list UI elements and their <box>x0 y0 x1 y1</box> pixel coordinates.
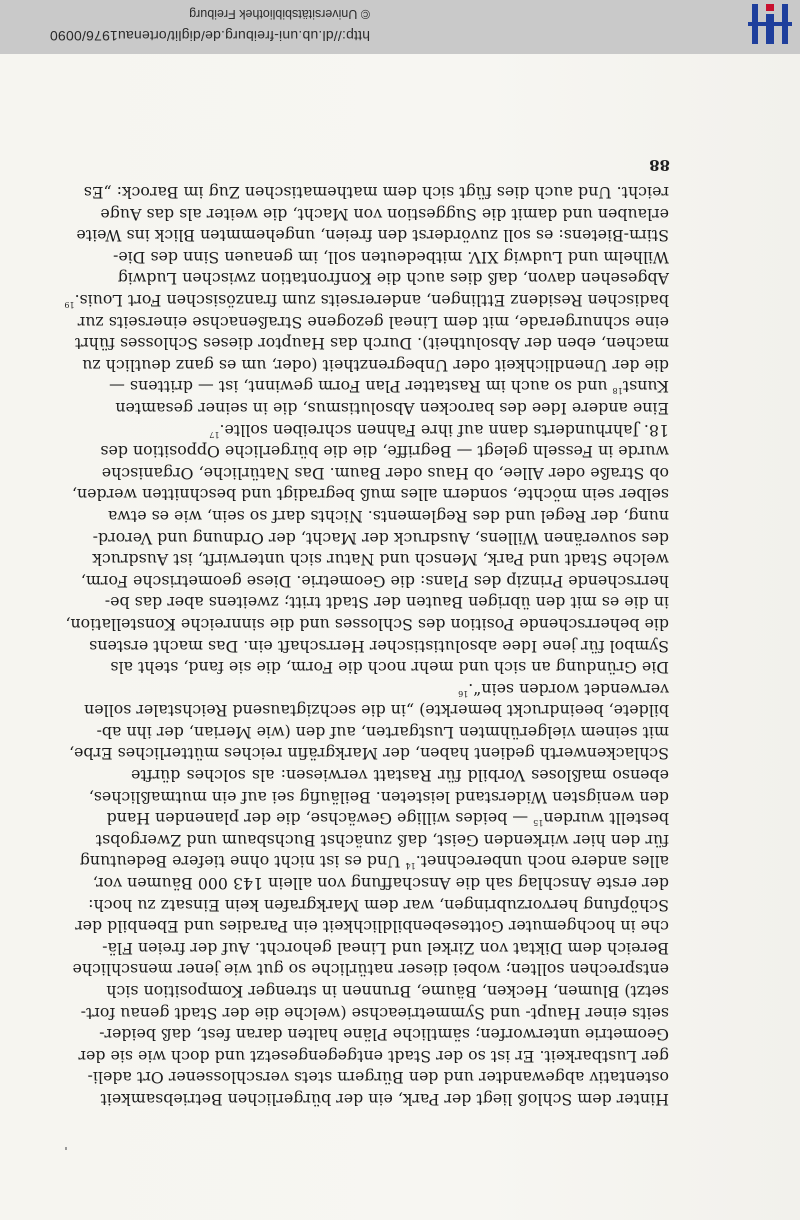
text-line: Bereich dem Diktat von Zirkel und Lineal gehorcht. Auf der freien Flä- <box>102 938 669 958</box>
text-line: Schöpfung hervorzubringen, war dem Markgrafen kein Einsatz zu hoch: <box>88 895 669 915</box>
footer-bar <box>0 0 800 54</box>
text-line: erlauben und damit die Suggestion von Macht, die weiter als das Auge <box>100 204 669 224</box>
text-line: Eine andere Idee des barocken Absolutismus, die in seiner gesamten <box>115 399 669 418</box>
text-line: ostentativ abgewandter und den Bürgern stets verschlossener Ort adeli- <box>87 1068 669 1088</box>
text-line: des souveränen Willens, Ausdruck der Macht, der Ordnung und Verord- <box>92 528 669 548</box>
text-line: Stirn-Bietens: es soll zuvörderst den freien, ungehemmten Blick ins Weite <box>76 226 669 246</box>
text-line: Hinter dem Schloß liegt der Park, ein der bürgerlichen Betriebsamkeit <box>100 1090 669 1109</box>
text-line: die der Unendlichkeit oder Unbegrenztheit (oder, um es ganz deutlich zu <box>82 355 669 375</box>
footnote-ref: 19 <box>64 300 75 310</box>
text-line <box>79 851 669 873</box>
text-line: reicht. Und auch dies fügt sich dem mathematischen Zug im Barock: „Es <box>83 183 669 203</box>
text-line: bildete, beeindruckt bemerkte) „in die sechzigtausend Reichstaler sollen <box>84 701 669 721</box>
text-line: ger Lustbarkeit. Er ist so der Stadt entgegengesetzt und doch wie sie der <box>78 1046 669 1066</box>
text-segment: Und es ist nicht ohne tiefere Bedeutung <box>79 852 406 872</box>
text-segment: badischen Residenz Ettlingen, andererseits zum französischen Fort Louis. <box>74 291 669 311</box>
logo-crossbar <box>748 22 792 26</box>
footnote-ref: 18 <box>612 386 623 396</box>
text-segment: 18. Jahrhunderts dann auf ihre Fahnen schreiben sollte. <box>219 420 669 440</box>
text-line: der erste Anschlag sah die Anschaffung von allein 143 000 Bäumen vor, <box>92 874 669 894</box>
text-segment: — beides willige Gewächse, die der planenden Hand <box>106 809 534 829</box>
text-line: seits einer Haupt- und Symmetrieachse (welche die der Stadt genau fort- <box>80 1003 669 1023</box>
footnote-ref: 15 <box>533 818 544 828</box>
text-line: che in hochgemuter Gottesebenbildlichkeit ein Paradies und Ebenbild der <box>75 917 669 937</box>
text-line <box>131 419 669 441</box>
text-line <box>131 678 669 700</box>
text-line: die beherrschende Position des Schlosses und die sinnreiche Konstellation, <box>65 614 669 634</box>
text-segment: Kunst <box>622 377 669 397</box>
text-line: entsprechen sollten; wobei dieser natürliche so gut wie jener menschliche <box>72 960 669 980</box>
text-line: ebenso maßloses Vorbild für Rastatt verwiesen: als solches dürfte <box>131 766 669 786</box>
text-segment: alles andere noch unberechnet. <box>415 852 669 872</box>
text-line: Abgesehen davon, daß dies auch die Konfrontation zwischen Ludwig <box>117 269 669 289</box>
logo-red-dot <box>766 4 774 11</box>
text-line: Wilhelm und Ludwig XIV. mitbedeuten soll, im genauen Sinn des Die- <box>113 247 669 267</box>
text-line: herrschende Prinzip des Plans: die Geometrie. Diese geometrische Form, <box>80 571 669 591</box>
text-line: selber sein möchte, sondern alles muß begradigt und beschnitten werden, <box>71 485 669 505</box>
text-line <box>64 289 669 311</box>
footnote-ref: 14 <box>405 861 416 871</box>
paragraph-3 <box>64 181 669 419</box>
footnote-ref: 16 <box>458 688 469 698</box>
footnote-ref: 17 <box>209 429 220 439</box>
text-line: Symbol für jene Idee absolutistischer Herrschaft ein. Das macht erstens <box>89 636 669 656</box>
text-line: welche Stadt und Park, Mensch und Natur sich unterwirft, ist Ausdruck <box>92 550 669 570</box>
text-segment: verwendet worden sein“. <box>468 679 669 699</box>
text-line: setzt) Blumen, Hecken, Bäume, Brunnen in strenger Komposition sich <box>106 982 669 1002</box>
text-line <box>106 808 669 830</box>
text-line: Schlackenwerth gedient haben, der Markgräfin reiches mütterliches Erbe, <box>69 744 669 764</box>
text-line: ob Straße oder Allee, ob Haus oder Baum. Das Natürliche, Organische <box>101 463 669 483</box>
logo-graphic <box>748 4 792 44</box>
text-line: wurde in Fesseln gelegt — Begriffe, die die bürgerliche Opposition des <box>100 442 669 462</box>
text-line: für den hier wirkenden Geist, daß zunächst Buchsbaum und Zwergobst <box>95 830 669 850</box>
text-segment: und so auch im Rastatter Plan Form gewinnt, ist — drittens — <box>109 377 613 397</box>
page-number: 88 <box>649 156 670 174</box>
body-text <box>64 181 669 1110</box>
footer-url-link[interactable]: http://dl.ub.uni-freiburg.de/diglit/ortenau1976/0090 <box>49 28 370 44</box>
text-line: nung, der Regel und des Reglements. Nichts darf so sein, wie es etwa <box>107 506 669 526</box>
text-line: in die es mit den übrigen Bauten der Stadt tritt; zweitens aber das be- <box>104 593 669 613</box>
text-line: machen, eben der Absolutheit). Durch das Hauptor dieses Schlosses führt <box>74 334 669 354</box>
paragraph-2 <box>65 419 669 678</box>
text-line: den wenigsten Widerstand leisteten. Beiläufig sei auf ein mutmaßliches, <box>88 787 669 807</box>
ub-freiburg-logo-icon <box>748 4 792 44</box>
margin-mark <box>65 1147 67 1150</box>
logo-bar-center <box>766 14 774 44</box>
text-line: eine schnurgerade, mit dem Lineal gezogene Straßenachse einerseits zur <box>77 312 669 332</box>
text-segment: bestellt wurden <box>543 809 669 829</box>
text-line: Geometrie unterworfen; sämtliche Pläne halten daran fest, daß beider- <box>99 1025 669 1045</box>
footer-copyright: © Universitätsbibliothek Freiburg <box>189 7 370 21</box>
paragraph-1 <box>69 678 669 1110</box>
text-line: mit seinem vielgerühmten Lustgarten, auf den (wie Merian, der ihn ab- <box>96 722 669 742</box>
text-line: Die Gründung an sich und mehr noch die Form, die sie fand, steht als <box>110 658 669 678</box>
text-line <box>109 376 669 398</box>
